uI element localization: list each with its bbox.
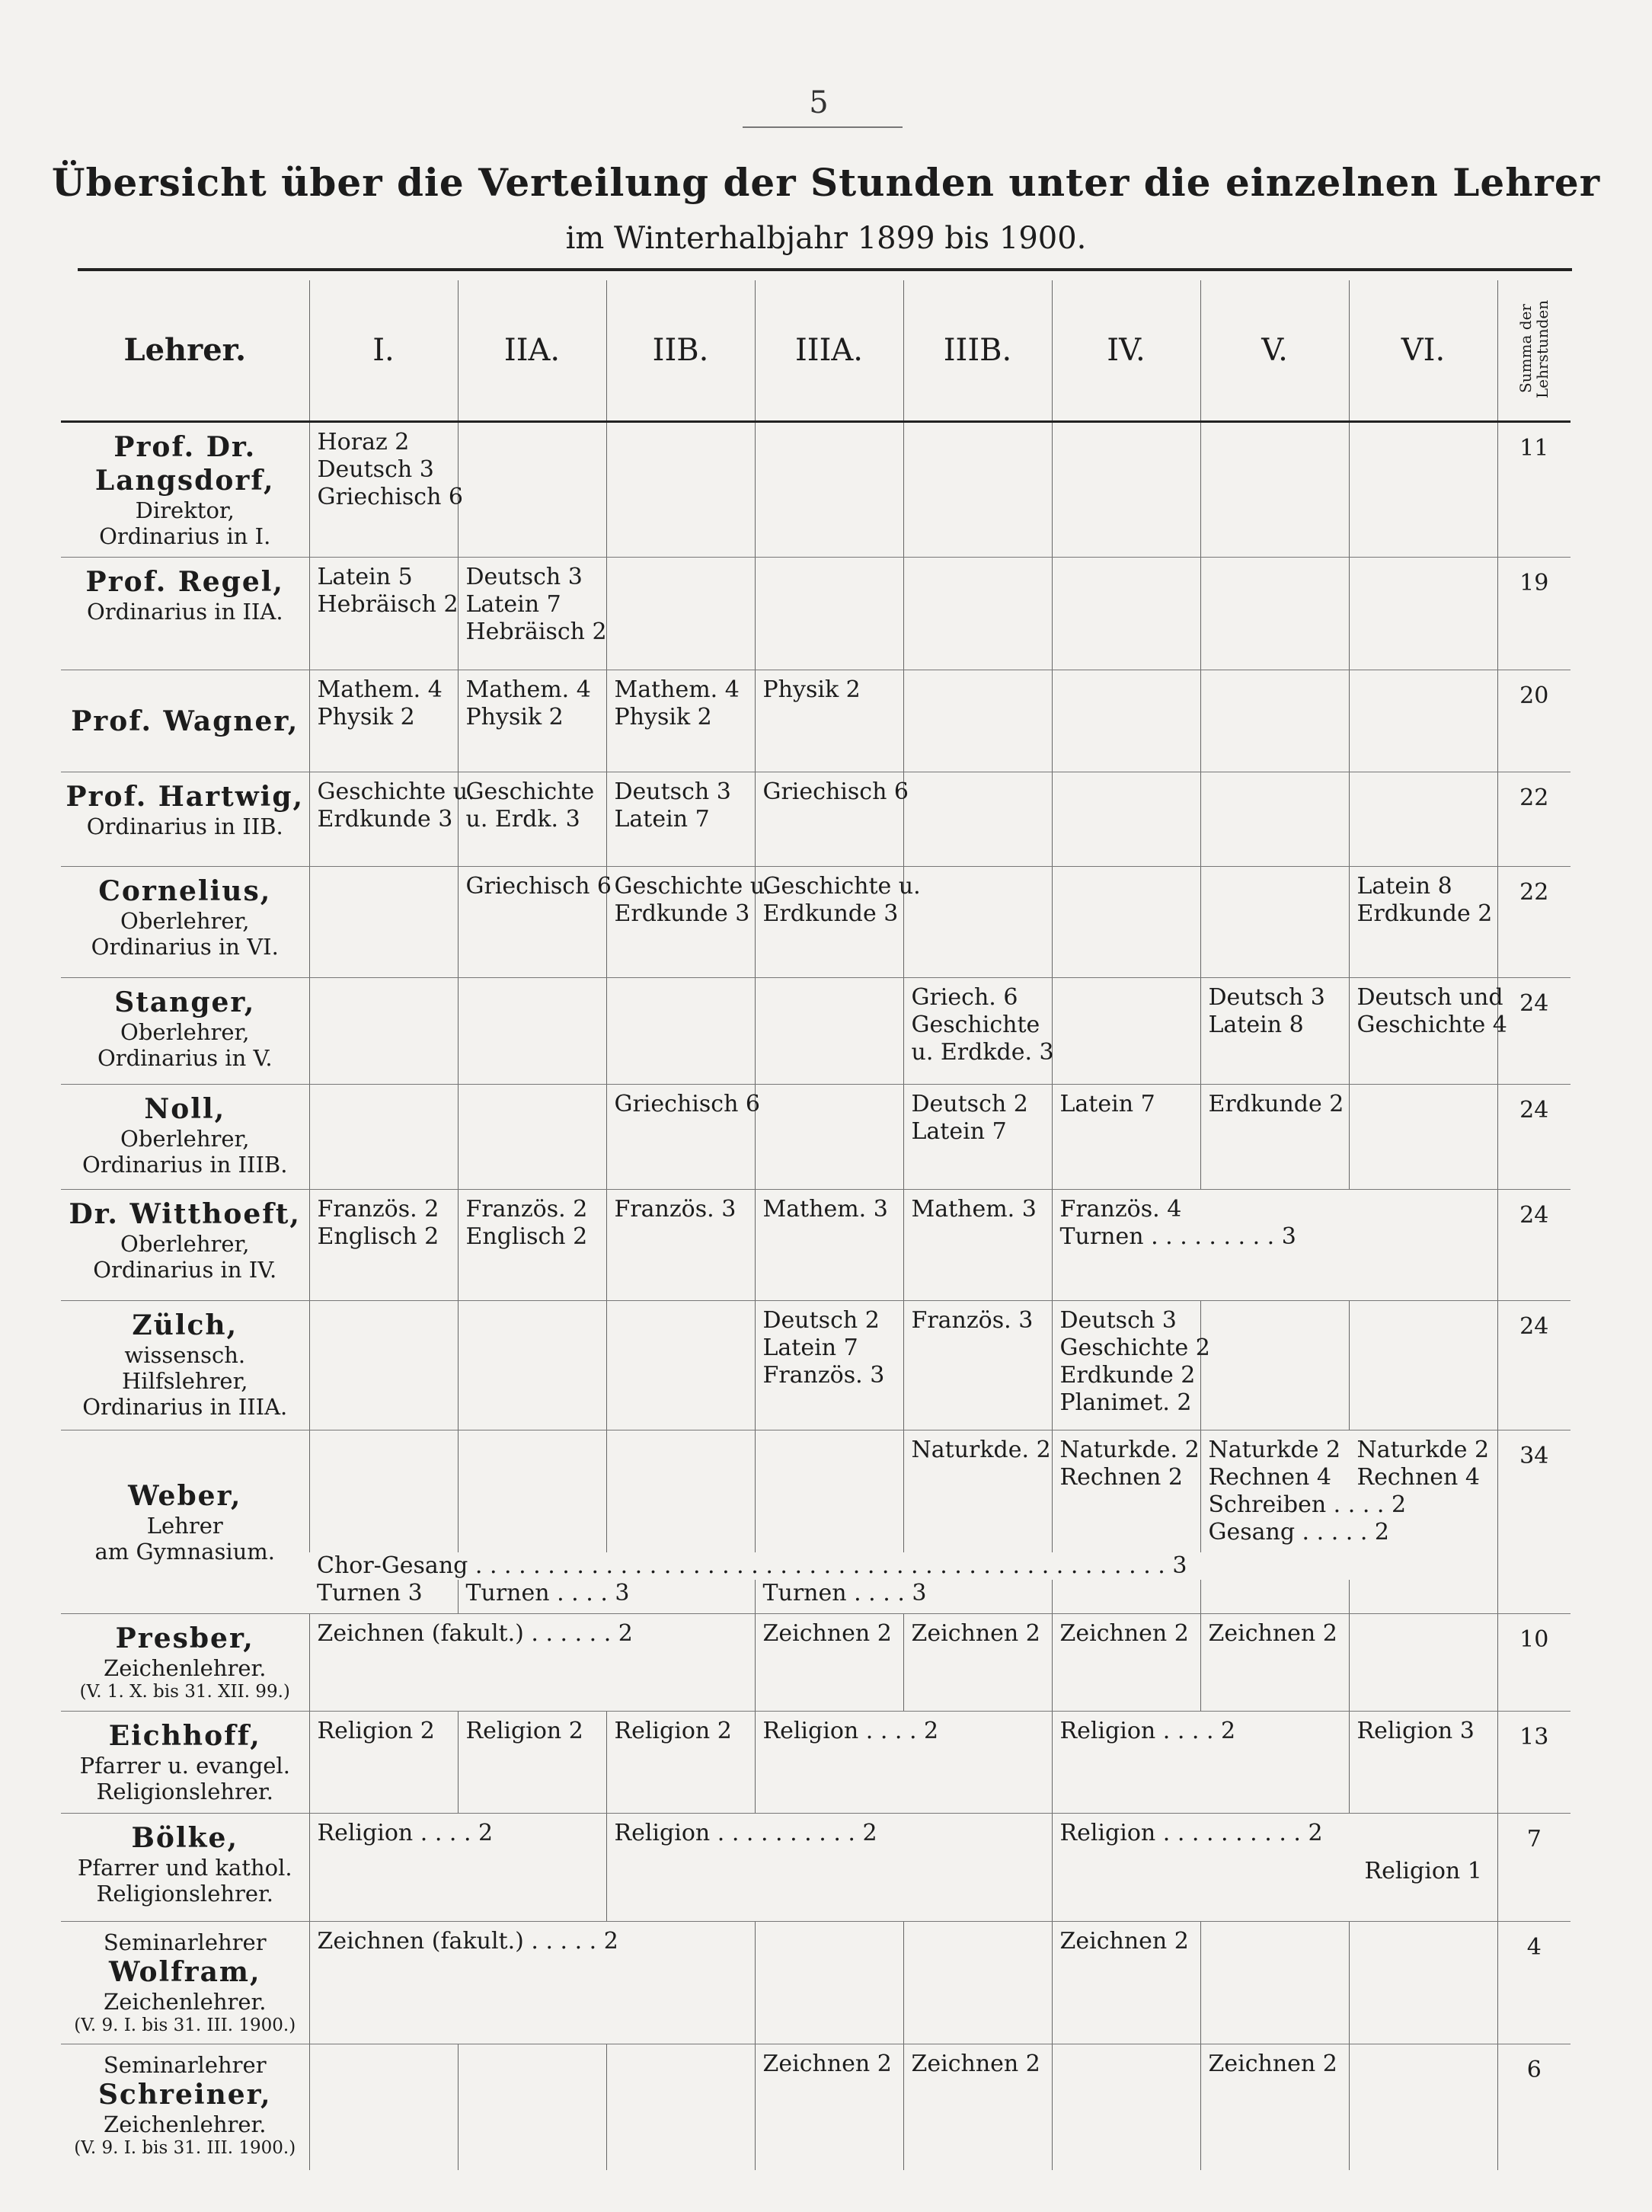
span-text: Turnen . . . . . . . . . 3 xyxy=(1059,1223,1296,1250)
cell-IIIA xyxy=(755,1613,903,1711)
table-row xyxy=(61,1921,1571,2044)
teacher-cell xyxy=(61,1085,309,1190)
sum-cell: 19 xyxy=(1497,558,1571,670)
cell-IIA-IIB xyxy=(458,1580,755,1613)
teacher-name: Cornelius, xyxy=(98,875,272,907)
cell-text: Religion 1 xyxy=(1364,1857,1482,1884)
cell-text: Geschichte u. Erdkunde 3 xyxy=(317,778,475,833)
cell-IIIA xyxy=(755,1301,903,1430)
header-sum xyxy=(1497,280,1571,422)
teacher-role: Zeichenlehrer. xyxy=(104,2111,267,2137)
cell-VI xyxy=(1349,978,1507,1085)
cell-text: Religion 2 xyxy=(317,1717,435,1744)
cell-text: Naturkde 2 Rechnen 4 xyxy=(1208,1437,1341,1491)
cell-IIB xyxy=(606,670,755,772)
teacher-cell xyxy=(61,867,309,978)
cell-V xyxy=(1200,978,1349,1085)
teacher-name: Presber, xyxy=(115,1622,254,1654)
teacher-pre: Seminarlehrer xyxy=(103,1929,267,1955)
cell-V xyxy=(1200,1921,1349,2044)
cell-I xyxy=(309,422,464,558)
cell-text: Zeichnen 2 xyxy=(1208,2050,1337,2077)
sum-cell: 6 xyxy=(1497,2044,1571,2170)
cell-IIA xyxy=(458,1301,606,1430)
sum-cell: 22 xyxy=(1497,772,1571,867)
teacher-role: Oberlehrer, xyxy=(120,1019,250,1045)
teacher-cell xyxy=(61,1301,309,1430)
cell-IIIA xyxy=(755,1085,903,1190)
cell-text: Erdkunde 2 xyxy=(1208,1091,1344,1117)
sum-cell: 4 xyxy=(1497,1921,1571,2044)
teacher-name: Dr. Witthoeft, xyxy=(69,1198,301,1230)
cell-text: Deutsch 2 Latein 7 xyxy=(911,1091,1028,1145)
cell-IIB xyxy=(606,772,755,867)
teacher-cell xyxy=(61,1613,309,1711)
header-class-IV: IV. xyxy=(1052,280,1200,422)
header-class-IIA: IIA. xyxy=(458,280,606,422)
cell-text: Mathem. 3 xyxy=(762,1196,888,1223)
cell-IIA xyxy=(458,670,606,772)
cell-V xyxy=(1200,1580,1349,1613)
cell-IIIA xyxy=(755,1921,903,2044)
cell-text: Deutsch 3 Latein 8 xyxy=(1208,984,1325,1038)
header-sum-label: Summa der Lehrstunden xyxy=(1516,299,1552,398)
cell-IIIB xyxy=(903,1190,1052,1301)
cell-IIIA-IIIB xyxy=(755,1711,1052,1813)
cell-text: Französ. 2 Englisch 2 xyxy=(465,1196,588,1250)
cell-VI xyxy=(1349,867,1497,978)
cell-text: Religion . . . . 2 xyxy=(1059,1717,1236,1744)
cell-text: Mathem. 3 xyxy=(911,1196,1037,1223)
cell-text: Religion 2 xyxy=(614,1717,732,1744)
cell-text: Turnen . . . . 3 xyxy=(762,1580,927,1606)
cell-text: Französ. 4 xyxy=(1059,1196,1182,1223)
cell-VI xyxy=(1349,670,1497,772)
span-text: Zeichnen (fakult.) . . . . . 2 xyxy=(317,1927,618,1955)
teacher-cell xyxy=(61,558,309,670)
cell-IIIB xyxy=(903,670,1052,772)
teacher-name: Prof. Wagner, xyxy=(71,705,299,737)
teacher-cell xyxy=(61,772,309,867)
cell-I xyxy=(309,1711,458,1813)
table-row xyxy=(61,422,1571,558)
table-row xyxy=(61,1813,1571,1921)
cell-I xyxy=(309,1190,458,1301)
cell-IIIB xyxy=(903,558,1052,670)
teacher-role: Lehrer xyxy=(146,1512,223,1539)
cell-text: Turnen . . . . 3 xyxy=(465,1580,630,1606)
header-class-IIIA: IIIA. xyxy=(755,280,903,422)
cell-text: Geschichte u. Erdkunde 3 xyxy=(614,873,772,927)
cell-V-VI xyxy=(1200,1430,1497,1553)
cell-IIB xyxy=(606,867,772,978)
span-text: Schreiben . . . . 2 xyxy=(1208,1491,1407,1518)
cell-IIB xyxy=(606,978,755,1085)
cell-VI xyxy=(1349,1613,1497,1711)
teacher-role: Pfarrer und kathol. xyxy=(77,1854,292,1881)
teacher-role: Ordinarius in IIIA. xyxy=(82,1394,288,1420)
teacher-name: Noll, xyxy=(144,1093,226,1125)
cell-IV xyxy=(1052,670,1200,772)
teacher-role: Oberlehrer, xyxy=(120,908,250,934)
cell-IIA xyxy=(458,558,606,670)
teacher-cell xyxy=(61,670,309,772)
teacher-cell xyxy=(61,422,309,558)
teacher-role: Pfarrer u. evangel. xyxy=(79,1752,290,1779)
teacher-role: Ordinarius in I. xyxy=(99,523,271,549)
cell-IV xyxy=(1052,422,1200,558)
table-row xyxy=(61,867,1571,978)
cell-IIB-to-IIIB xyxy=(606,1813,1052,1921)
cell-text: Mathem. 4 Physik 2 xyxy=(317,676,443,730)
teacher-cell xyxy=(61,978,309,1085)
table-row xyxy=(61,1085,1571,1190)
cell-IIIA-IIIB xyxy=(755,1580,1052,1613)
table-row xyxy=(61,1430,1571,1553)
cell-I xyxy=(309,867,458,978)
span-text: Zeichnen (fakult.) . . . . . . 2 xyxy=(317,1619,633,1647)
cell-I xyxy=(309,2044,458,2170)
teacher-cell xyxy=(61,2044,309,2170)
cell-IIIA xyxy=(755,772,909,867)
cell-IIIA xyxy=(755,670,903,772)
teacher-name: Prof. Dr. Langsdorf, xyxy=(94,431,275,497)
chor-gesang-line xyxy=(309,1552,1497,1580)
cell-IIIB xyxy=(903,2044,1052,2170)
page-subtitle: im Winterhalbjahr 1899 bis 1900. xyxy=(565,221,1087,256)
table-row xyxy=(61,1711,1571,1813)
cell-IV-V xyxy=(1052,1711,1349,1813)
cell-IV-to-VI xyxy=(1052,1813,1497,1921)
cell-text: Zeichnen 2 xyxy=(1059,1619,1189,1647)
cell-text: Horaz 2 Deutsch 3 Griechisch 6 xyxy=(317,429,464,510)
cell-V xyxy=(1200,772,1349,867)
span-text: Chor-Gesang . . . . . . . . . . . . . . . . . . . . . . . . . . . . . . . . . . . . . . . . . . . . . . . . 3 xyxy=(317,1552,1187,1579)
cell-IV xyxy=(1052,1580,1200,1613)
cell-IV xyxy=(1052,1301,1210,1430)
cell-IIA xyxy=(458,1430,606,1553)
teacher-note: (V. 9. I. bis 31. III. 1900.) xyxy=(74,2137,296,2158)
teacher-name: Wolfram, xyxy=(108,1955,261,1988)
teacher-role: Ordinarius in IIB. xyxy=(86,814,283,839)
span-text: Religion . . . . . . . . . . 2 xyxy=(1059,1819,1323,1846)
cell-text: Naturkde. 2 xyxy=(911,1437,1051,1463)
cell-I xyxy=(309,978,458,1085)
cell-VI xyxy=(1349,2044,1497,2170)
cell-V xyxy=(1200,1613,1349,1711)
cell-IV xyxy=(1052,2044,1200,2170)
cell-text: Deutsch 3 Geschichte 2 Erdkunde 2 Planimet. 2 xyxy=(1059,1307,1210,1416)
cell-text: Latein 8 Erdkunde 2 xyxy=(1356,873,1493,927)
cell-IIIB xyxy=(903,772,1052,867)
table-row xyxy=(61,558,1571,670)
teacher-cell xyxy=(61,1430,309,1614)
cell-IIIB xyxy=(903,1085,1052,1190)
header-class-IIIB: IIIB. xyxy=(903,280,1052,422)
cell-VI xyxy=(1349,422,1497,558)
span-text: Religion . . . . 2 xyxy=(317,1819,494,1846)
cell-I-to-IIB xyxy=(309,1921,755,2044)
cell-IIB xyxy=(606,1430,755,1553)
sum-cell: 13 xyxy=(1497,1711,1571,1813)
header-class-IIB: IIB. xyxy=(606,280,755,422)
teacher-name: Weber, xyxy=(128,1479,242,1512)
cell-IIA xyxy=(458,422,606,558)
teacher-role: Ordinarius in V. xyxy=(97,1045,273,1071)
cell-V xyxy=(1200,867,1349,978)
cell-I xyxy=(309,670,458,772)
sum-cell: 10 xyxy=(1497,1613,1571,1711)
cell-V xyxy=(1200,1085,1349,1190)
teacher-cell xyxy=(61,1711,309,1813)
cell-text: Griechisch 6 xyxy=(465,873,612,900)
cell-IIIB xyxy=(903,1430,1052,1553)
cell-IIIA xyxy=(755,867,921,978)
cell-IV xyxy=(1052,978,1200,1085)
cell-text: Griech. 6 Geschichte u. Erdkde. 3 xyxy=(911,984,1054,1066)
cell-IV xyxy=(1052,772,1200,867)
teacher-role: Ordinarius in IV. xyxy=(93,1257,277,1283)
cell-IIIB xyxy=(903,1301,1052,1430)
teacher-name: Zülch, xyxy=(132,1309,238,1341)
cell-text: Deutsch und Geschichte 4 xyxy=(1356,984,1507,1038)
table-row xyxy=(61,2044,1571,2170)
cell-IIIB xyxy=(903,422,1052,558)
cell-IIB xyxy=(606,558,755,670)
header-row xyxy=(61,280,1571,422)
cell-text: Zeichnen 2 xyxy=(762,1619,892,1647)
cell-text: Naturkde. 2 Rechnen 2 xyxy=(1059,1437,1200,1491)
cell-IIIB xyxy=(903,1613,1052,1711)
cell-IV xyxy=(1052,1613,1200,1711)
cell-IIIB xyxy=(903,1921,1052,2044)
cell-I xyxy=(309,772,475,867)
cell-I-IIA xyxy=(309,1813,606,1921)
cell-text: Zeichnen 2 xyxy=(911,2050,1040,2077)
teacher-role: Direktor, xyxy=(135,497,235,523)
teacher-pre: Seminarlehrer xyxy=(103,2051,267,2078)
cell-IIIA xyxy=(755,422,903,558)
sum-cell: 24 xyxy=(1497,978,1571,1085)
table-row xyxy=(61,1301,1571,1430)
cell-text: Zeichnen 2 xyxy=(911,1619,1040,1647)
cell-IIB xyxy=(606,422,755,558)
teacher-role: Oberlehrer, xyxy=(120,1126,250,1152)
cell-V xyxy=(1200,1301,1349,1430)
cell-text: Geschichte u. Erdk. 3 xyxy=(465,778,595,833)
teacher-name: Bölke, xyxy=(131,1821,238,1854)
cell-text: Mathem. 4 Physik 2 xyxy=(465,676,591,730)
cell-text: Religion 2 xyxy=(465,1717,583,1744)
cell-IIB xyxy=(606,2044,755,2170)
cell-I xyxy=(309,558,458,670)
cell-text: Griechisch 6 xyxy=(762,778,909,805)
cell-IV xyxy=(1052,1085,1200,1190)
table-row xyxy=(61,670,1571,772)
cell-IIIA xyxy=(755,2044,903,2170)
sum-cell: 34 xyxy=(1497,1430,1571,1614)
page-title: Übersicht über die Verteilung der Stunden unter die einzelnen Lehrer xyxy=(51,160,1601,205)
header-class-I: I. xyxy=(309,280,458,422)
teacher-note: (V. 1. X. bis 31. XII. 99.) xyxy=(79,1681,290,1702)
sum-cell: 7 xyxy=(1497,1813,1571,1921)
cell-IIIA xyxy=(755,978,903,1085)
teacher-role: am Gymnasium. xyxy=(94,1538,276,1565)
cell-IIIA xyxy=(755,1190,903,1301)
teacher-cell xyxy=(61,1813,309,1921)
header-class-VI: VI. xyxy=(1349,280,1497,422)
cell-VI xyxy=(1349,1921,1497,2044)
cell-IIB xyxy=(606,1301,755,1430)
cell-text: Zeichnen 2 xyxy=(762,2050,892,2077)
span-text: Religion . . . . . . . . . . 2 xyxy=(614,1819,877,1846)
cell-IV xyxy=(1052,867,1200,978)
span-text: Gesang . . . . . 2 xyxy=(1208,1519,1390,1546)
teacher-name: Prof. Hartwig, xyxy=(66,781,305,813)
table-row xyxy=(61,772,1571,867)
cell-text: Französ. 3 xyxy=(911,1307,1034,1334)
cell-text: Latein 7 xyxy=(1059,1091,1155,1117)
cell-text: Deutsch 3 Latein 7 Hebräisch 2 xyxy=(465,564,607,645)
cell-IIB xyxy=(606,1711,755,1813)
cell-IV xyxy=(1052,1921,1200,2044)
cell-VI xyxy=(1349,1711,1497,1813)
cell-VI xyxy=(1349,1085,1497,1190)
teacher-role: Oberlehrer, xyxy=(120,1231,250,1257)
table-top-rule xyxy=(78,268,1572,271)
cell-text: Zeichnen 2 xyxy=(1059,1927,1189,1955)
teacher-cell xyxy=(61,1190,309,1301)
page-number: 5 xyxy=(809,85,829,120)
cell-text: Latein 5 Hebräisch 2 xyxy=(317,564,459,618)
cell-text: Französ. 2 Englisch 2 xyxy=(317,1196,439,1250)
teacher-role: Religionslehrer. xyxy=(96,1778,273,1804)
cell-IIA xyxy=(458,1711,606,1813)
cell-VI xyxy=(1349,558,1497,670)
cell-IIA xyxy=(458,867,612,978)
cell-text: Deutsch 2 Latein 7 Französ. 3 xyxy=(762,1307,885,1389)
table-row xyxy=(61,1190,1571,1301)
sum-cell: 20 xyxy=(1497,670,1571,772)
header-teacher: Lehrer. xyxy=(61,280,309,422)
cell-text: Zeichnen 2 xyxy=(1208,1619,1337,1647)
cell-IIIA xyxy=(755,558,903,670)
cell-V xyxy=(1200,422,1349,558)
cell-IIIB xyxy=(903,978,1052,1085)
teacher-role: Ordinarius in IIIB. xyxy=(82,1152,288,1178)
cell-VI xyxy=(1349,1580,1497,1613)
cell-VI xyxy=(1349,1301,1497,1430)
teacher-note: (V. 9. I. bis 31. III. 1900.) xyxy=(74,2015,296,2035)
cell-IIA xyxy=(458,978,606,1085)
cell-text: Naturkde 2 Rechnen 4 xyxy=(1356,1437,1490,1491)
header-class-V: V. xyxy=(1200,280,1349,422)
cell-text: Geschichte u. Erdkunde 3 xyxy=(762,873,921,927)
cell-IIA xyxy=(458,1085,606,1190)
cell-text: Deutsch 3 Latein 7 xyxy=(614,778,731,833)
cell-IV xyxy=(1052,558,1200,670)
cell-text: Mathem. 4 Physik 2 xyxy=(614,676,740,730)
cell-IIA xyxy=(458,772,606,867)
cell-V xyxy=(1200,2044,1349,2170)
cell-text: Religion 3 xyxy=(1356,1717,1475,1744)
cell-VI xyxy=(1349,772,1497,867)
page-number-rule xyxy=(743,126,903,128)
sum-cell: 24 xyxy=(1497,1190,1571,1301)
sum-cell: 24 xyxy=(1497,1301,1571,1430)
cell-IIIB xyxy=(903,867,1052,978)
schedule-table xyxy=(61,280,1571,2170)
cell-V xyxy=(1200,670,1349,772)
teacher-role: Ordinarius in IIA. xyxy=(86,599,283,625)
table-row xyxy=(61,1613,1571,1711)
cell-I xyxy=(309,1580,458,1613)
teacher-cell xyxy=(61,1921,309,2044)
teacher-role: Religionslehrer. xyxy=(96,1880,273,1907)
teacher-role: Ordinarius in VI. xyxy=(91,934,279,960)
cell-IV-to-VI xyxy=(1052,1190,1497,1301)
cell-text: Turnen 3 xyxy=(317,1580,423,1606)
cell-IIA xyxy=(458,2044,606,2170)
cell-text: Griechisch 6 xyxy=(614,1091,761,1117)
cell-I xyxy=(309,1085,458,1190)
cell-IIB xyxy=(606,1085,761,1190)
cell-IV xyxy=(1052,1430,1200,1553)
teacher-name: Schreiner, xyxy=(97,2078,272,2111)
cell-I-to-IIB xyxy=(309,1613,755,1711)
teacher-role: wissensch. Hilfslehrer, xyxy=(122,1342,248,1394)
cell-IIIA xyxy=(755,1430,903,1553)
cell-text: Französ. 3 xyxy=(614,1196,737,1223)
sum-cell: 22 xyxy=(1497,867,1571,978)
cell-text: Religion . . . . 2 xyxy=(762,1717,939,1744)
teacher-name: Stanger, xyxy=(114,986,256,1018)
cell-V xyxy=(1200,558,1349,670)
teacher-role: Zeichenlehrer. xyxy=(104,1654,267,1681)
teacher-name: Eichhoff, xyxy=(108,1719,261,1752)
cell-text: Physik 2 xyxy=(762,676,861,703)
sum-cell: 11 xyxy=(1497,422,1571,558)
teacher-name: Prof. Regel, xyxy=(85,566,284,598)
cell-I xyxy=(309,1430,458,1553)
sum-cell: 24 xyxy=(1497,1085,1571,1190)
cell-I xyxy=(309,1301,458,1430)
teacher-role: Zeichenlehrer. xyxy=(104,1988,267,2015)
table-row xyxy=(61,978,1571,1085)
cell-IIB xyxy=(606,1190,755,1301)
cell-IIA xyxy=(458,1190,606,1301)
